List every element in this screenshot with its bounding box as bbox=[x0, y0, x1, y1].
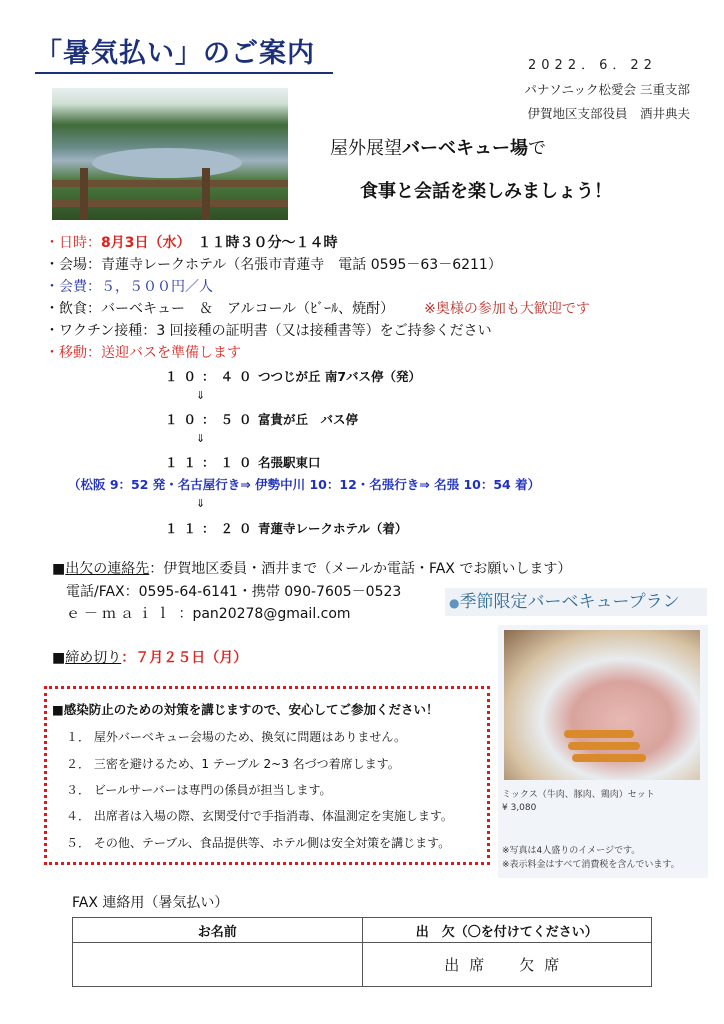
detail-time: １１時３０分～１４時 bbox=[183, 235, 338, 251]
detail-value: ５，５００円／人 bbox=[101, 279, 213, 295]
photo-sausage bbox=[568, 742, 640, 750]
precautions-heading: ■感染防止のための対策を講じますので、安心してご参加ください！ bbox=[52, 702, 439, 717]
detail-value: 8月3日（水） bbox=[101, 235, 184, 251]
promo-note: ※写真は4人盛りのイメージです。 bbox=[502, 846, 641, 856]
lake-photo bbox=[52, 88, 288, 220]
email-address[interactable]: ：pan20278@gmail.com bbox=[178, 606, 351, 622]
detail-vaccine bbox=[45, 321, 492, 341]
photo-lake bbox=[92, 148, 242, 178]
detail-label: ・日時： bbox=[45, 235, 101, 251]
precaution-item: １． 屋外バーベキュー会場のため、換気に問題はありません。 bbox=[66, 730, 407, 744]
photo-fence-post bbox=[202, 168, 210, 220]
detail-transport bbox=[45, 343, 241, 363]
fax-reply-table bbox=[72, 917, 652, 987]
precaution-item: ４． 出席者は入場の際、玄関受付で手指消毒、体温測定を実施します。 bbox=[66, 809, 453, 823]
photo-fence-post bbox=[80, 168, 88, 220]
set-price: ¥ 3,080 bbox=[502, 803, 537, 813]
document-date: 2022．6．22 bbox=[528, 58, 657, 73]
promo-title-text: 季節限定バーベキュープラン bbox=[459, 592, 680, 612]
deadline-label: 締め切り bbox=[65, 650, 122, 666]
contact-phone: 電話/FAX：0595-64-6141・携帯 090-7605－0523 bbox=[66, 584, 402, 600]
detail-label: ・会費： bbox=[45, 279, 101, 295]
detail-value: 送迎バスを準備します bbox=[101, 345, 241, 361]
headline-suffix: で bbox=[528, 138, 546, 159]
detail-label: ・ワクチン接種： bbox=[45, 323, 157, 339]
page-title: 「暑気払い」のご案内 bbox=[35, 36, 333, 74]
photo-sausage bbox=[564, 730, 634, 738]
schedule-time: １１：２０ bbox=[165, 521, 258, 536]
headline-bold: バーベキュー場 bbox=[402, 138, 528, 159]
contact-line: ■出欠の連絡先：伊賀地区委員・酒井まで（メールか電話・FAX でお願いします） bbox=[52, 561, 572, 577]
org-line-1: パナソニック松愛会 三重支部 bbox=[524, 82, 690, 97]
down-arrow-icon: ⇓ bbox=[196, 497, 206, 510]
org-line-2: 伊賀地区支部役員 酒井典夫 bbox=[527, 106, 690, 121]
contact-email-line bbox=[66, 603, 351, 623]
promo-title bbox=[445, 588, 707, 616]
headline-line-2: 食事と会話を楽しみましょう！ bbox=[360, 181, 612, 202]
schedule-place: 青蓮寺レークホテル（着） bbox=[258, 521, 408, 536]
col-name-header: お名前 bbox=[73, 918, 363, 943]
bullet-dot-icon: ● bbox=[449, 596, 460, 610]
photo-sausage bbox=[572, 754, 646, 762]
detail-fee bbox=[45, 277, 213, 297]
detail-value: 3 回接種の証明書（又は接種書等）をご持参ください bbox=[156, 323, 492, 339]
name-field[interactable] bbox=[73, 943, 363, 987]
bbq-plan-card bbox=[498, 625, 708, 878]
schedule-time: １０：４０ bbox=[165, 369, 258, 384]
bbq-food-photo bbox=[504, 630, 700, 780]
set-name: ミックス（牛肉、豚肉、鶏肉）セット bbox=[502, 790, 655, 800]
detail-datetime bbox=[45, 233, 337, 253]
fax-form-label: FAX 連絡用（暑気払い） bbox=[72, 895, 229, 911]
detail-value: 青蓮寺レークホテル（名張市青蓮寺 電話 0595－63－6211） bbox=[101, 257, 502, 273]
precaution-item: ２． 三密を避けるため、1 テーブル 2~3 名づつ着席します。 bbox=[66, 757, 400, 771]
detail-venue bbox=[45, 255, 502, 275]
col-attendance-header: 出 欠（〇を付けてください） bbox=[362, 918, 652, 943]
headline-prefix: 屋外展望 bbox=[330, 138, 402, 159]
down-arrow-icon: ⇓ bbox=[196, 432, 206, 445]
detail-food bbox=[45, 299, 590, 319]
schedule-place: 名張駅東口 bbox=[258, 455, 321, 470]
contact-text: ：伊賀地区委員・酒井まで（メールか電話・FAX でお願いします） bbox=[149, 561, 572, 577]
precaution-item: ３． ビールサーバーは専門の係員が担当します。 bbox=[66, 783, 332, 797]
attendance-options[interactable]: 出席 欠席 bbox=[362, 943, 652, 987]
headline-line-1 bbox=[330, 134, 546, 160]
detail-value: バーベキュー ＆ アルコール（ﾋﾞｰﾙ、焼酎） bbox=[101, 301, 395, 317]
promo-note: ※表示料金はすべて消費税を含んでいます。 bbox=[502, 860, 680, 870]
deadline-value: ：７月２５日（月） bbox=[121, 650, 248, 666]
detail-label: ・会場： bbox=[45, 257, 101, 273]
deadline-line: ■締め切り：７月２５日（月） bbox=[52, 650, 248, 666]
contact-label: 出欠の連絡先 bbox=[65, 561, 150, 577]
train-route: （松阪 9：52 発・名古屋行き⇒ 伊勢中川 10：12・名張行き⇒ 名張 10：54 着） bbox=[68, 477, 541, 492]
detail-note: ※奥様の参加も大歓迎です bbox=[424, 301, 590, 317]
detail-label: ・移動： bbox=[45, 345, 101, 361]
schedule-place: 富貴が丘 バス停 bbox=[258, 412, 359, 427]
detail-label: ・飲食： bbox=[45, 301, 101, 317]
email-label: ｅ－ｍａｉｌ bbox=[66, 606, 174, 622]
schedule-time: １１：１０ bbox=[165, 455, 258, 470]
schedule-place: つつじが丘 南7バス停（発） bbox=[258, 369, 422, 384]
precaution-item: ５． その他、テーブル、食品提供等、ホテル側は安全対策を講じます。 bbox=[66, 836, 451, 850]
down-arrow-icon: ⇓ bbox=[196, 389, 206, 402]
schedule-time: １０：５０ bbox=[165, 412, 258, 427]
